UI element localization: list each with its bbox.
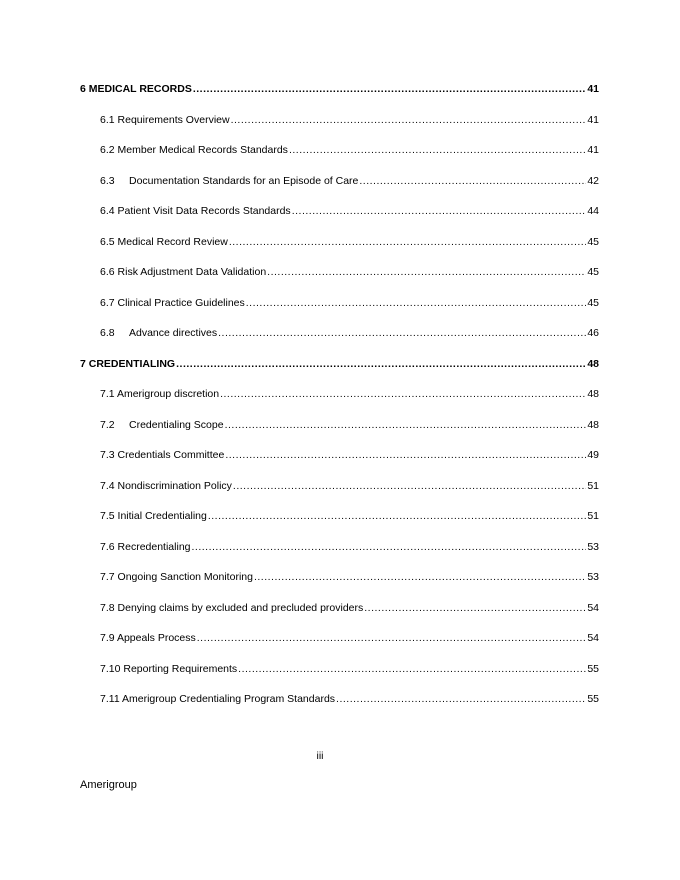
toc-entry-label: 6.4 Patient Visit Data Records Standards [100, 205, 291, 217]
toc-entry[interactable] [100, 690, 599, 706]
toc-entry[interactable] [100, 507, 599, 523]
toc-entry-label: 6.5 Medical Record Review [100, 236, 228, 248]
toc-page-number: 41 [587, 83, 599, 95]
toc-leader-dots [176, 357, 586, 371]
toc-leader-dots [193, 82, 586, 96]
toc-page-number: 51 [587, 480, 599, 492]
toc-entry[interactable] [100, 294, 599, 310]
toc-page-number: 54 [587, 632, 599, 644]
toc-entry-label: 7.4 Nondiscrimination Policy [100, 480, 232, 492]
toc-entry[interactable] [100, 385, 599, 401]
toc-entry-label: 7.8 Denying claims by excluded and precluded providers [100, 602, 364, 614]
toc-page-number: 45 [587, 236, 599, 248]
toc-entry-label: 7.11 Amerigroup Credentialing Program Standards [100, 693, 336, 705]
toc-leader-dots [192, 540, 587, 554]
toc-entry[interactable] [100, 599, 599, 615]
toc-leader-dots [220, 387, 586, 401]
toc-leader-dots [225, 448, 586, 462]
toc-leader-dots [208, 509, 586, 523]
toc-entry[interactable] [100, 111, 599, 127]
toc-entry-label: 7.6 Recredentialing [100, 541, 191, 553]
toc-page-number: 55 [587, 663, 599, 675]
toc-entry[interactable] [100, 202, 599, 218]
toc-page-number: 45 [587, 297, 599, 309]
toc-entry-label: 6.2 Member Medical Records Standards [100, 144, 288, 156]
toc-page-number: 48 [587, 419, 599, 431]
toc-page-number: 48 [587, 358, 599, 370]
toc-entry[interactable] [100, 629, 599, 645]
toc-entry-label: 6 MEDICAL RECORDS [80, 83, 192, 95]
toc-leader-dots [225, 418, 587, 432]
toc-leader-dots [246, 296, 587, 310]
toc-entry-label: 7.2 Credentialing Scope [100, 419, 224, 431]
toc-entry[interactable] [100, 416, 599, 432]
toc-page-number: 41 [587, 114, 599, 126]
toc-entry[interactable] [100, 172, 599, 188]
toc-entry[interactable] [100, 263, 599, 279]
toc-leader-dots [289, 143, 586, 157]
toc-entry[interactable] [100, 324, 599, 340]
toc-leader-dots [197, 631, 587, 645]
toc-entry-label: 7.10 Reporting Requirements [100, 663, 238, 675]
toc-page-number: 48 [587, 388, 599, 400]
toc-entry[interactable] [100, 141, 599, 157]
toc-leader-dots [229, 235, 586, 249]
footer-organization: Amerigroup [80, 779, 137, 791]
toc-entry-label: 6.3 Documentation Standards for an Episode of Care [100, 175, 359, 187]
toc-leader-dots [231, 113, 587, 127]
toc-entry-label: 6.8 Advance directives [100, 327, 218, 339]
toc-entry[interactable] [80, 80, 599, 96]
toc-page-number: 42 [587, 175, 599, 187]
toc-entry-label: 7 CREDENTIALING [80, 358, 176, 370]
toc-entry-label: 6.7 Clinical Practice Guidelines [100, 297, 245, 309]
toc-page-number: 51 [587, 510, 599, 522]
toc-leader-dots [292, 204, 587, 218]
toc-leader-dots [218, 326, 586, 340]
toc-page-number: 53 [587, 541, 599, 553]
toc-leader-dots [364, 601, 586, 615]
toc-page-number: 55 [587, 693, 599, 705]
toc-leader-dots [233, 479, 586, 493]
toc-leader-dots [267, 265, 586, 279]
toc-entry-label: 6.6 Risk Adjustment Data Validation [100, 266, 267, 278]
toc-leader-dots [359, 174, 586, 188]
toc-entry[interactable] [100, 660, 599, 676]
toc-entry[interactable] [80, 355, 599, 371]
toc-entry-label: 7.9 Appeals Process [100, 632, 196, 644]
toc-page-number: 53 [587, 571, 599, 583]
toc-page-number: 54 [587, 602, 599, 614]
toc-entry[interactable] [100, 568, 599, 584]
toc-page-number: 44 [587, 205, 599, 217]
toc-leader-dots [254, 570, 586, 584]
toc-leader-dots [336, 692, 586, 706]
footer-page-number: iii [316, 750, 324, 762]
toc-page-number: 49 [587, 449, 599, 461]
toc-entry-label: 7.1 Amerigroup discretion [100, 388, 220, 400]
toc-entry-label: 7.5 Initial Credentialing [100, 510, 207, 522]
toc-entry-label: 7.3 Credentials Committee [100, 449, 225, 461]
toc-entry-label: 7.7 Ongoing Sanction Monitoring [100, 571, 253, 583]
toc-entry[interactable] [100, 233, 599, 249]
toc-page-number: 46 [587, 327, 599, 339]
toc-page-number: 45 [587, 266, 599, 278]
toc-entry[interactable] [100, 477, 599, 493]
toc-entry-label: 6.1 Requirements Overview [100, 114, 230, 126]
toc-leader-dots [238, 662, 586, 676]
toc-page-number: 41 [587, 144, 599, 156]
toc-entry[interactable] [100, 538, 599, 554]
toc-entry[interactable] [100, 446, 599, 462]
